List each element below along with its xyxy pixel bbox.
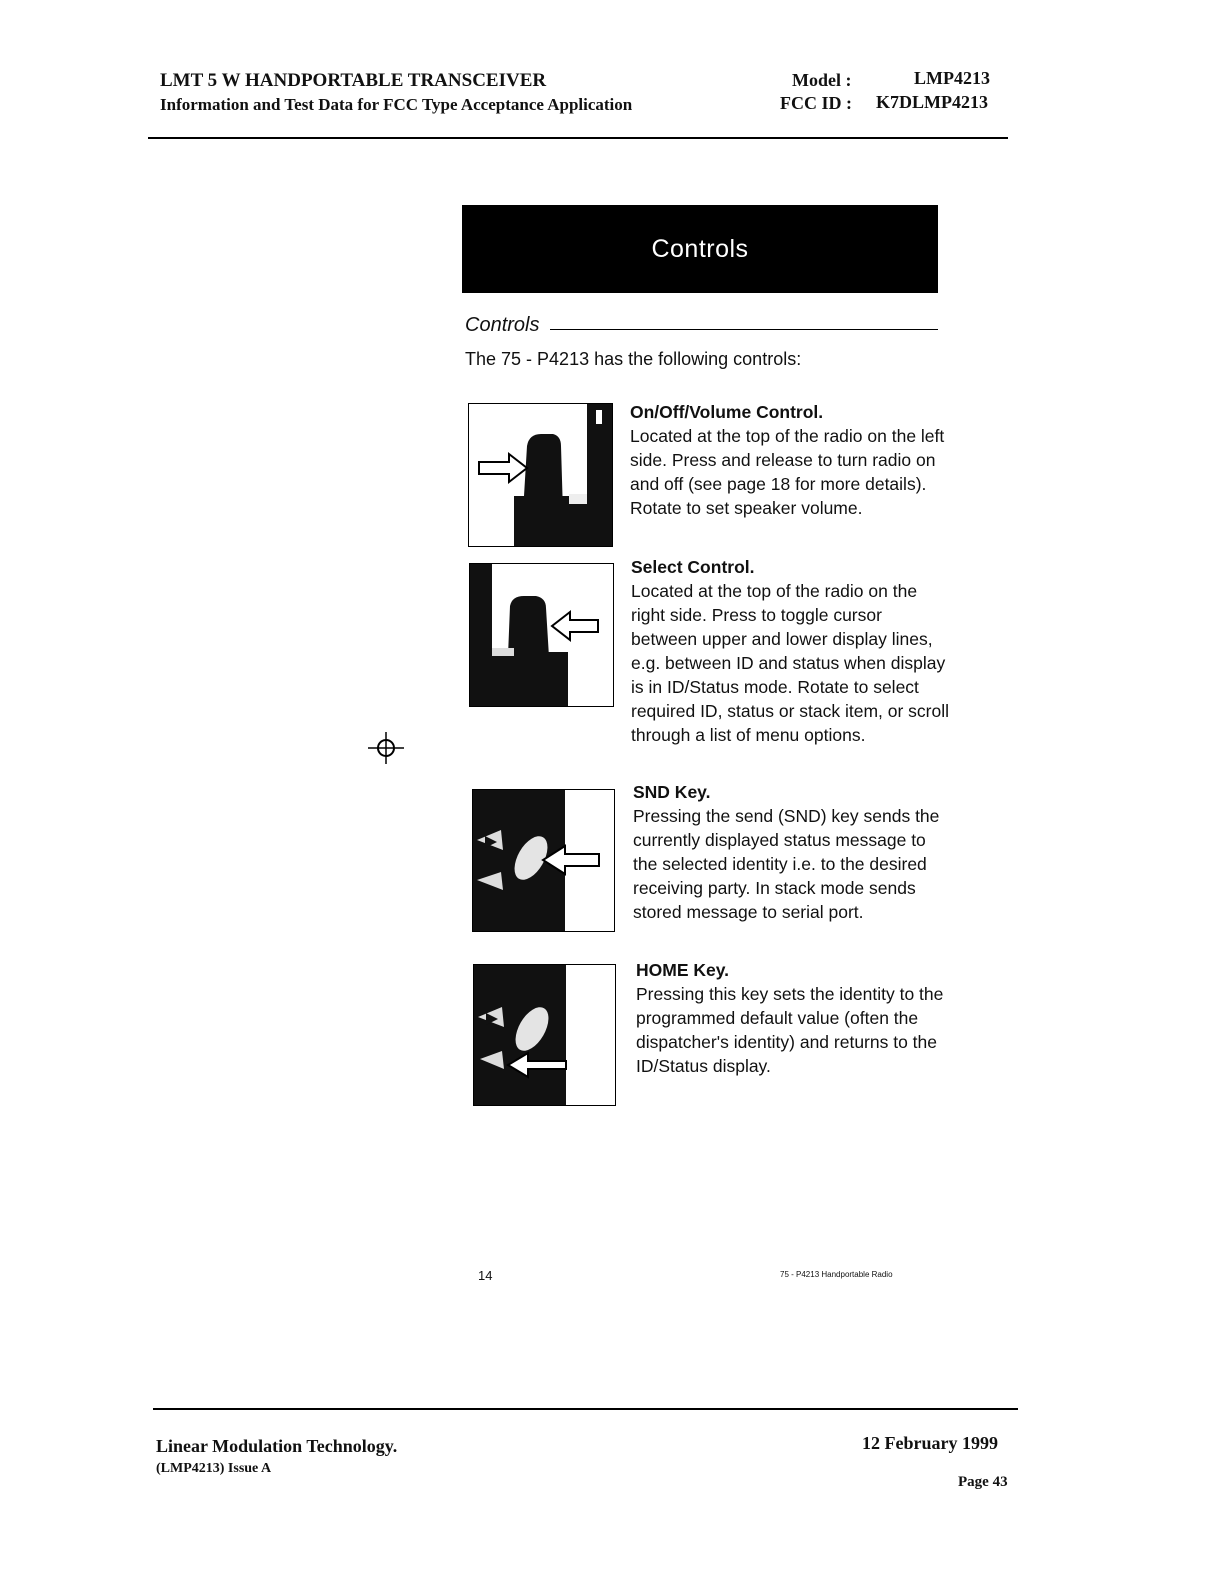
footer-issue: (LMP4213) Issue A bbox=[156, 1461, 272, 1476]
manual-page-number: 14 bbox=[478, 1268, 493, 1283]
control-description: Pressing the send (SND) key sends the currently displayed status message to the selected identity i.e. to the desired receiving party. In stack mode sends stored message to serial port. bbox=[633, 806, 940, 922]
on-off-volume-photo bbox=[468, 403, 613, 547]
section-intro: The 75 - P4213 has the following controls: bbox=[465, 349, 802, 369]
banner-title: Controls bbox=[651, 234, 749, 263]
fcc-id-value: K7DLMP4213 bbox=[876, 92, 988, 112]
control-item bbox=[636, 958, 956, 1078]
model-value: LMP4213 bbox=[914, 68, 990, 88]
footer-company: Linear Modulation Technology. bbox=[156, 1436, 398, 1456]
control-heading: SND Key. bbox=[633, 782, 711, 802]
footer-date: 12 February 1999 bbox=[862, 1433, 998, 1453]
control-item bbox=[633, 780, 953, 924]
registration-mark-icon bbox=[368, 730, 404, 771]
model-label: Model : bbox=[792, 70, 852, 90]
control-description: Pressing this key sets the identity to the programmed default value (often the dispatcher's identity) and returns to the ID/Status display. bbox=[636, 984, 944, 1076]
control-heading: On/Off/Volume Control. bbox=[630, 402, 824, 422]
manual-product-note: 75 - P4213 Handportable Radio bbox=[780, 1270, 893, 1279]
control-item bbox=[630, 400, 950, 520]
header-rule bbox=[148, 137, 1008, 139]
section-rule bbox=[550, 329, 938, 330]
control-description: Located at the top of the radio on the right side. Press to toggle cursor between upper and lower display lines, e.g. between ID and status when display is in ID/Status mode. Rotate to select required ID, status or stack item, or scroll through a list of menu options. bbox=[631, 581, 950, 745]
select-control-photo bbox=[469, 563, 614, 707]
footer-page-number: Page 43 bbox=[958, 1474, 1008, 1490]
footer-rule bbox=[153, 1408, 1018, 1410]
document-title: LMT 5 W HANDPORTABLE TRANSCEIVER bbox=[160, 70, 547, 91]
control-heading: Select Control. bbox=[631, 557, 755, 577]
controls-banner bbox=[462, 205, 938, 293]
section-title: Controls bbox=[465, 314, 540, 336]
control-description: Located at the top of the radio on the left side. Press and release to turn radio on and off (see page 18 for more details). Rotate to set speaker volume. bbox=[630, 426, 945, 518]
snd-key-photo bbox=[472, 789, 615, 932]
document-subtitle: Information and Test Data for FCC Type Acceptance Application bbox=[160, 95, 633, 114]
control-item bbox=[631, 555, 951, 747]
control-heading: HOME Key. bbox=[636, 960, 730, 980]
fcc-id-label: FCC ID : bbox=[780, 93, 852, 113]
home-key-photo bbox=[473, 964, 616, 1106]
